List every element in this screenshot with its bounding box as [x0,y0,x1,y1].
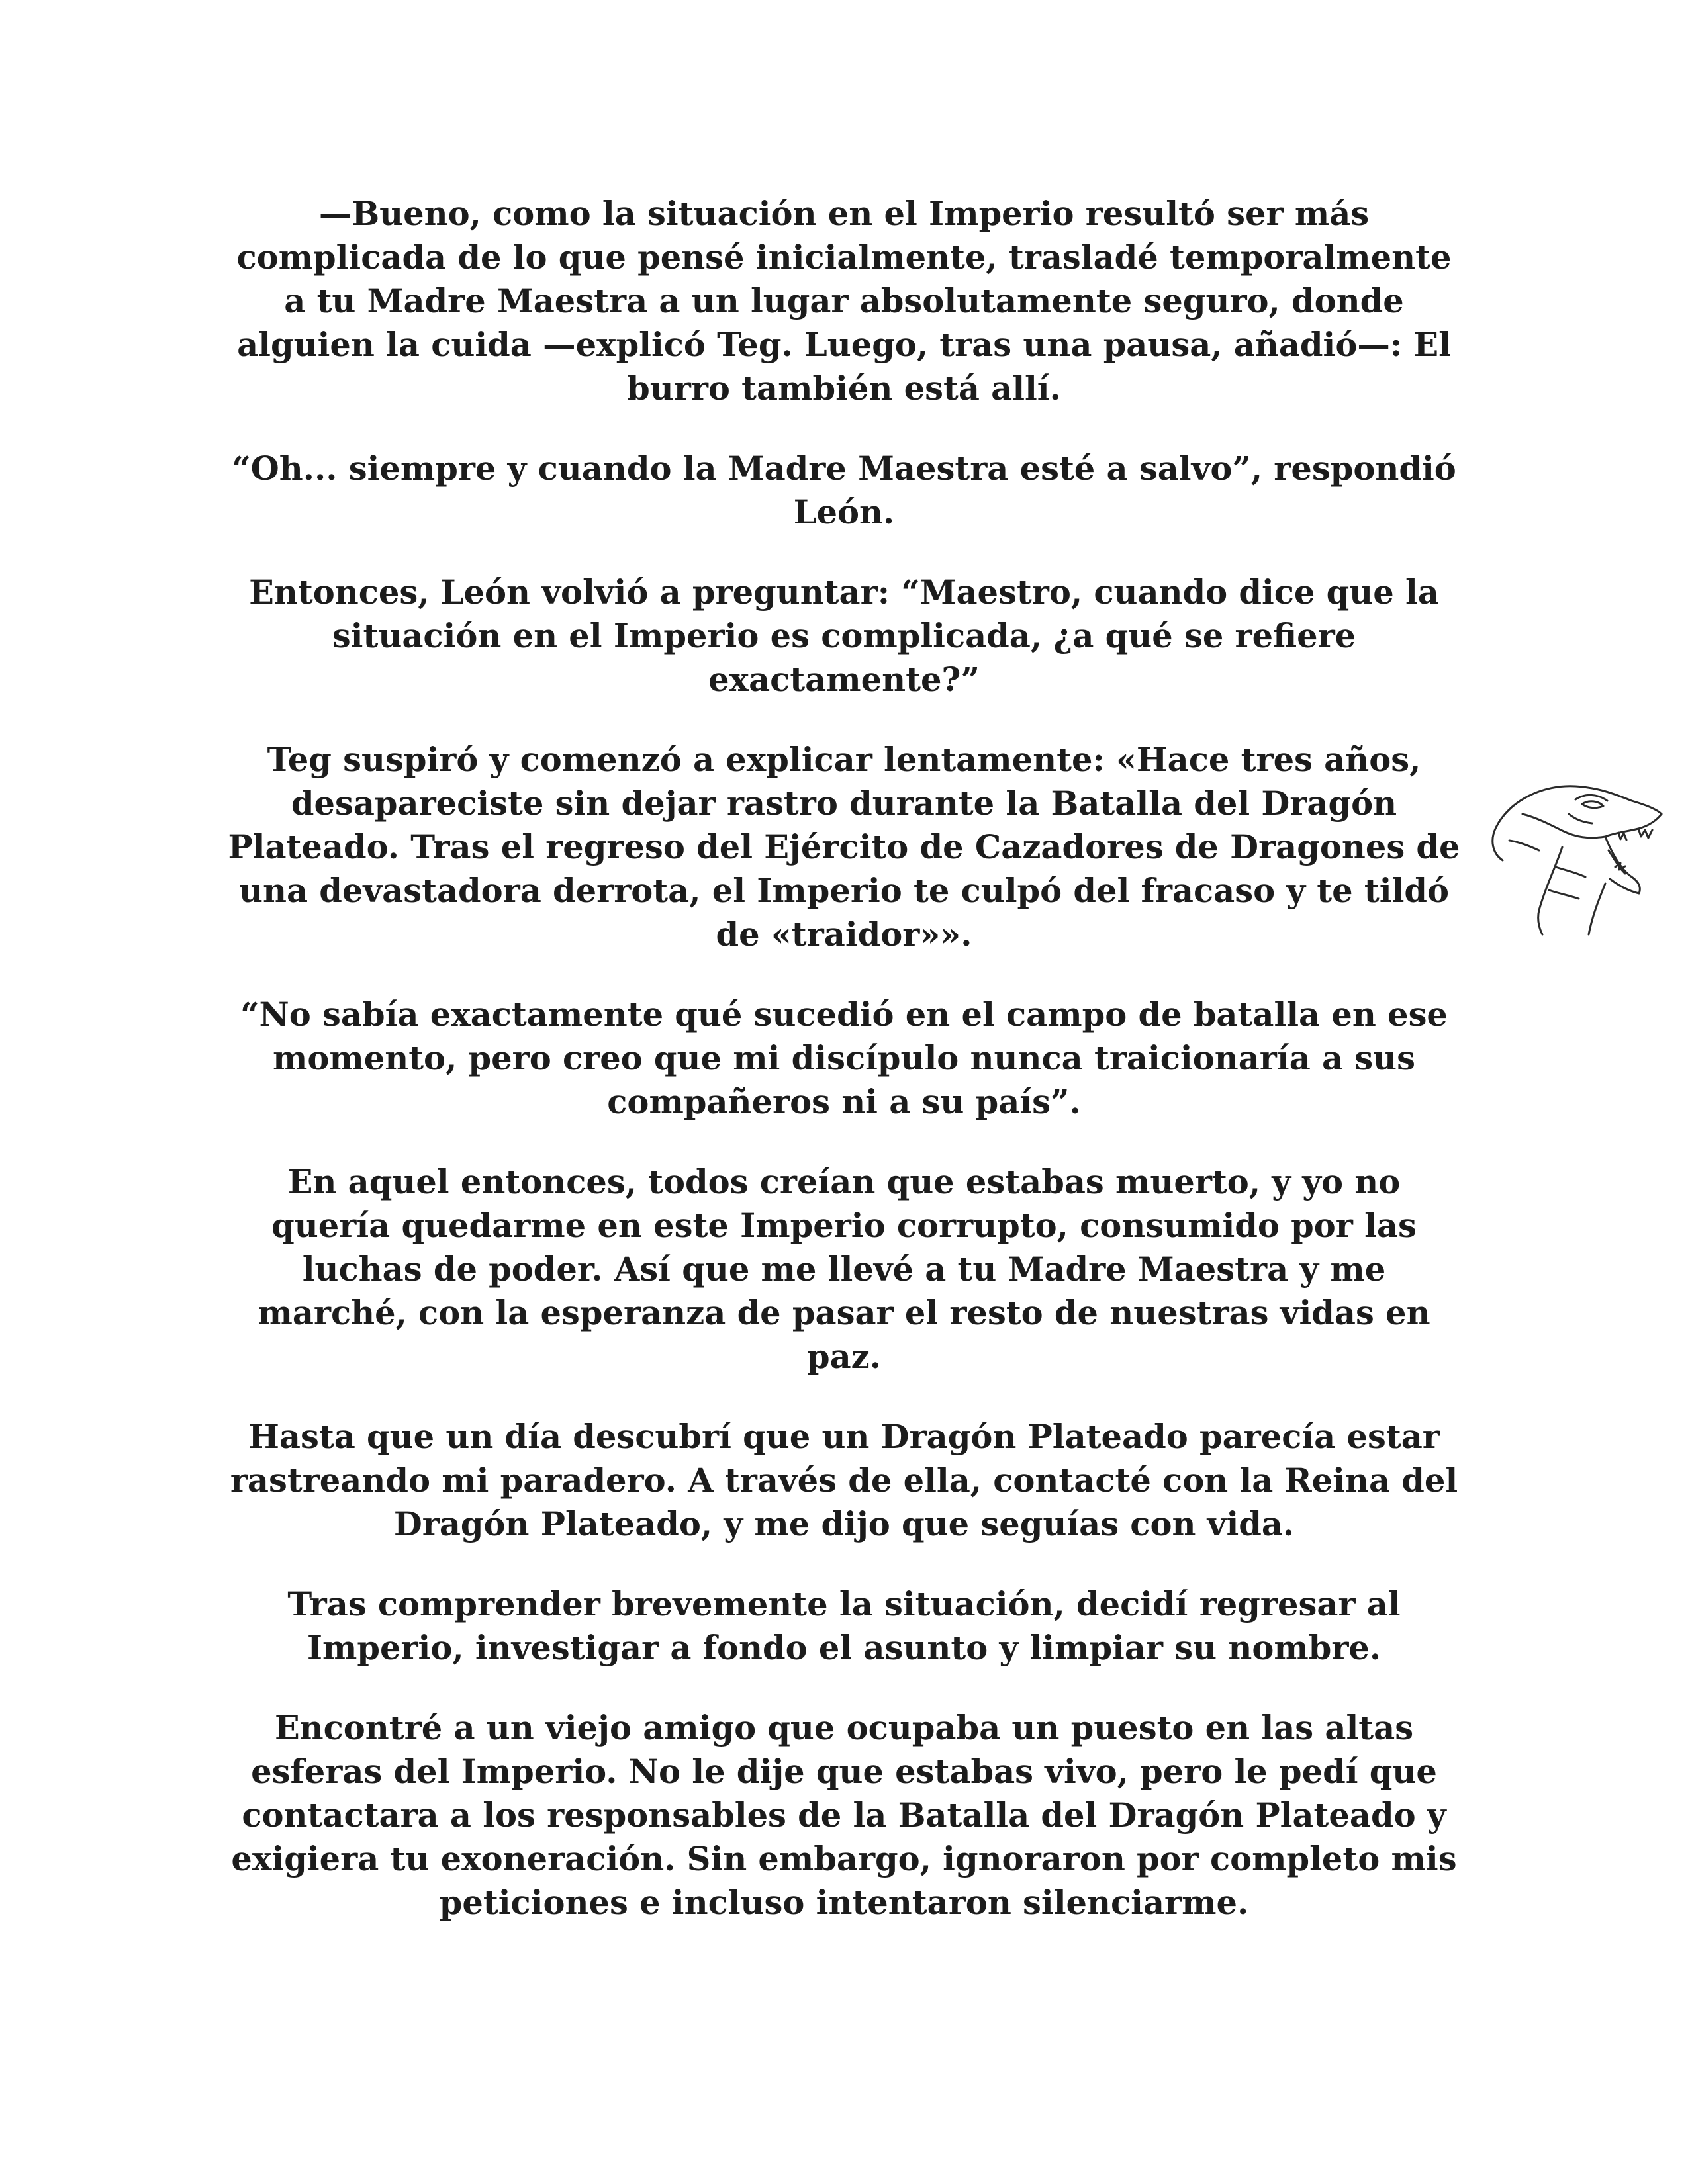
paragraph: —Bueno, como la situación en el Imperio resultó ser más complicada de lo que pensé inicialmente, trasladé temporalmente a tu Madre Maestra a un lugar absolutamente seguro, donde alguien la cuida —explicó Teg. Luego, tras una pausa, añadió—: El burro también está allí. [236,195,1452,408]
dinosaur-head-sketch-icon [1483,768,1675,940]
paragraph: “Oh... siempre y cuando la Madre Maestra esté a salvo”, respondió León. [232,449,1456,531]
paragraph: “No sabía exactamente qué sucedió en el campo de batalla en ese momento, pero creo que mi discípulo nunca traicionaría a sus compañeros ni a su país”. [240,995,1448,1121]
document-body [225,192,1463,1961]
paragraph: Hasta que un día descubrí que un Dragón Plateado parecía estar rastreando mi paradero. A través de ella, contacté con la Reina del Dragón Plateado, y me dijo que seguías con vida. [230,1418,1458,1543]
paragraph: En aquel entonces, todos creían que estabas muerto, y yo no quería quedarme en este Imperio corrupto, consumido por las luchas de poder. Así que me llevé a tu Madre Maestra y me marché, con la esperanza de pasar el resto de nuestras vidas en paz. [258,1163,1430,1376]
paragraph: Teg suspiró y comenzó a explicar lentamente: «Hace tres años, desapareciste sin dejar rastro durante la Batalla del Dragón Plateado. Tras el regreso del Ejército de Cazadores de Dragones de una devastadora derrota, el Imperio te culpó del fracaso y te tildó de «traidor»». [228,741,1460,954]
paragraph: Entonces, León volvió a preguntar: “Maestro, cuando dice que la situación en el Imperio es complicada, ¿a qué se refiere exactamente?” [249,573,1439,699]
paragraph: Encontré a un viejo amigo que ocupaba un puesto en las altas esferas del Imperio. No le dije que estabas vivo, pero le pedí que contactara a los responsables de la Batalla del Dragón Plateado y exigiera tu exoneración. Sin embargo, ignoraron por completo mis peticiones e incluso intentaron silenciarme. [231,1709,1457,1922]
paragraph: Tras comprender brevemente la situación, decidí regresar al Imperio, investigar a fondo el asunto y limpiar su nombre. [287,1585,1401,1667]
